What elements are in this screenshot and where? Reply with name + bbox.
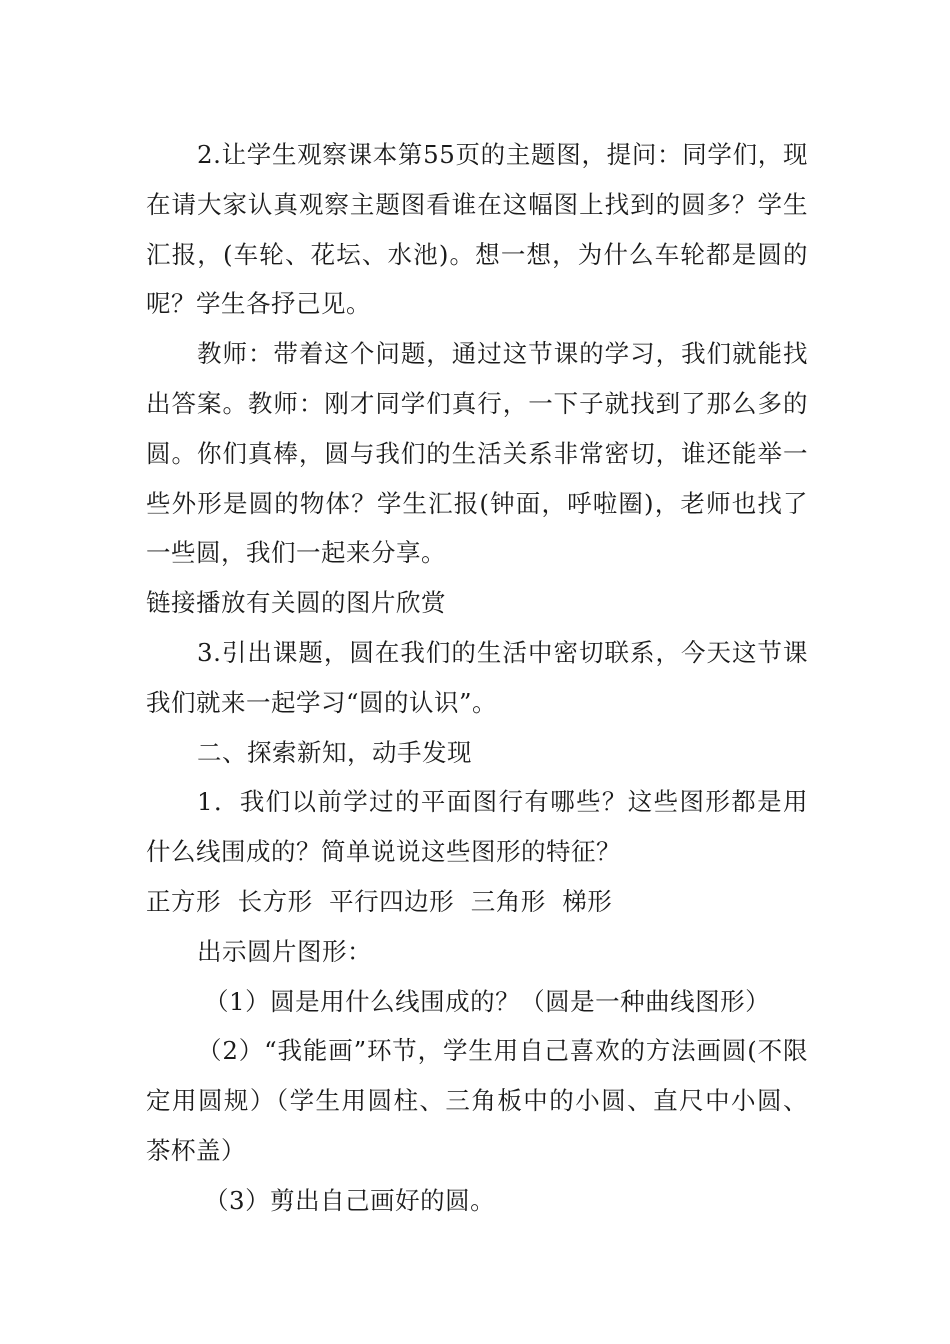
document-body xyxy=(146,130,808,1226)
paragraph-observe-theme-picture: 2.让学生观察课本第55页的主题图，提问：同学们，现在请大家认真观察主题图看谁在这幅图上找到的圆多？学生汇报，(车轮、花坛、水池)。想一想，为什么车轮都是圆的呢？学生各抒己见。 xyxy=(146,140,808,319)
list-item-3: （3）剪出自己画好的圆。 xyxy=(204,1185,496,1215)
section-heading-explore: 二、探索新知，动手发现 xyxy=(197,737,472,767)
paragraph-teacher-question: 教师：带着这个问题，通过这节课的学习，我们就能找出答案。教师：刚才同学们真行，一下子就找到了那么多的圆。你们真棒，圆与我们的生活关系非常密切，谁还能举一些外形是圆的物体？学生汇报(钟面，呼啦圈)，老师也找了一些圆，我们一起来分享。 xyxy=(146,339,808,568)
paragraph-show-circle: 出示圆片图形： xyxy=(197,936,372,966)
paragraph-plane-figures-question: 1．我们以前学过的平面图行有哪些？这些图形都是用什么线围成的？简单说说这些图形的特征？ xyxy=(146,787,808,867)
paragraph-introduce-topic: 3.引出课题，圆在我们的生活中密切联系，今天这节课我们就来一起学习“圆的认识”。 xyxy=(146,637,808,717)
paragraph-shape-list: 正方形 长方形 平行四边形 三角形 梯形 xyxy=(146,886,613,916)
list-item-1: （1）圆是用什么线围成的？（圆是一种曲线图形） xyxy=(204,986,771,1016)
list-item-2: （2）“我能画”环节，学生用自己喜欢的方法画圆(不限定用圆规）（学生用圆柱、三角板中的小圆、直尺中小圆、茶杯盖） xyxy=(146,1036,808,1165)
paragraph-link-pictures: 链接播放有关圆的图片欣赏 xyxy=(146,588,446,618)
